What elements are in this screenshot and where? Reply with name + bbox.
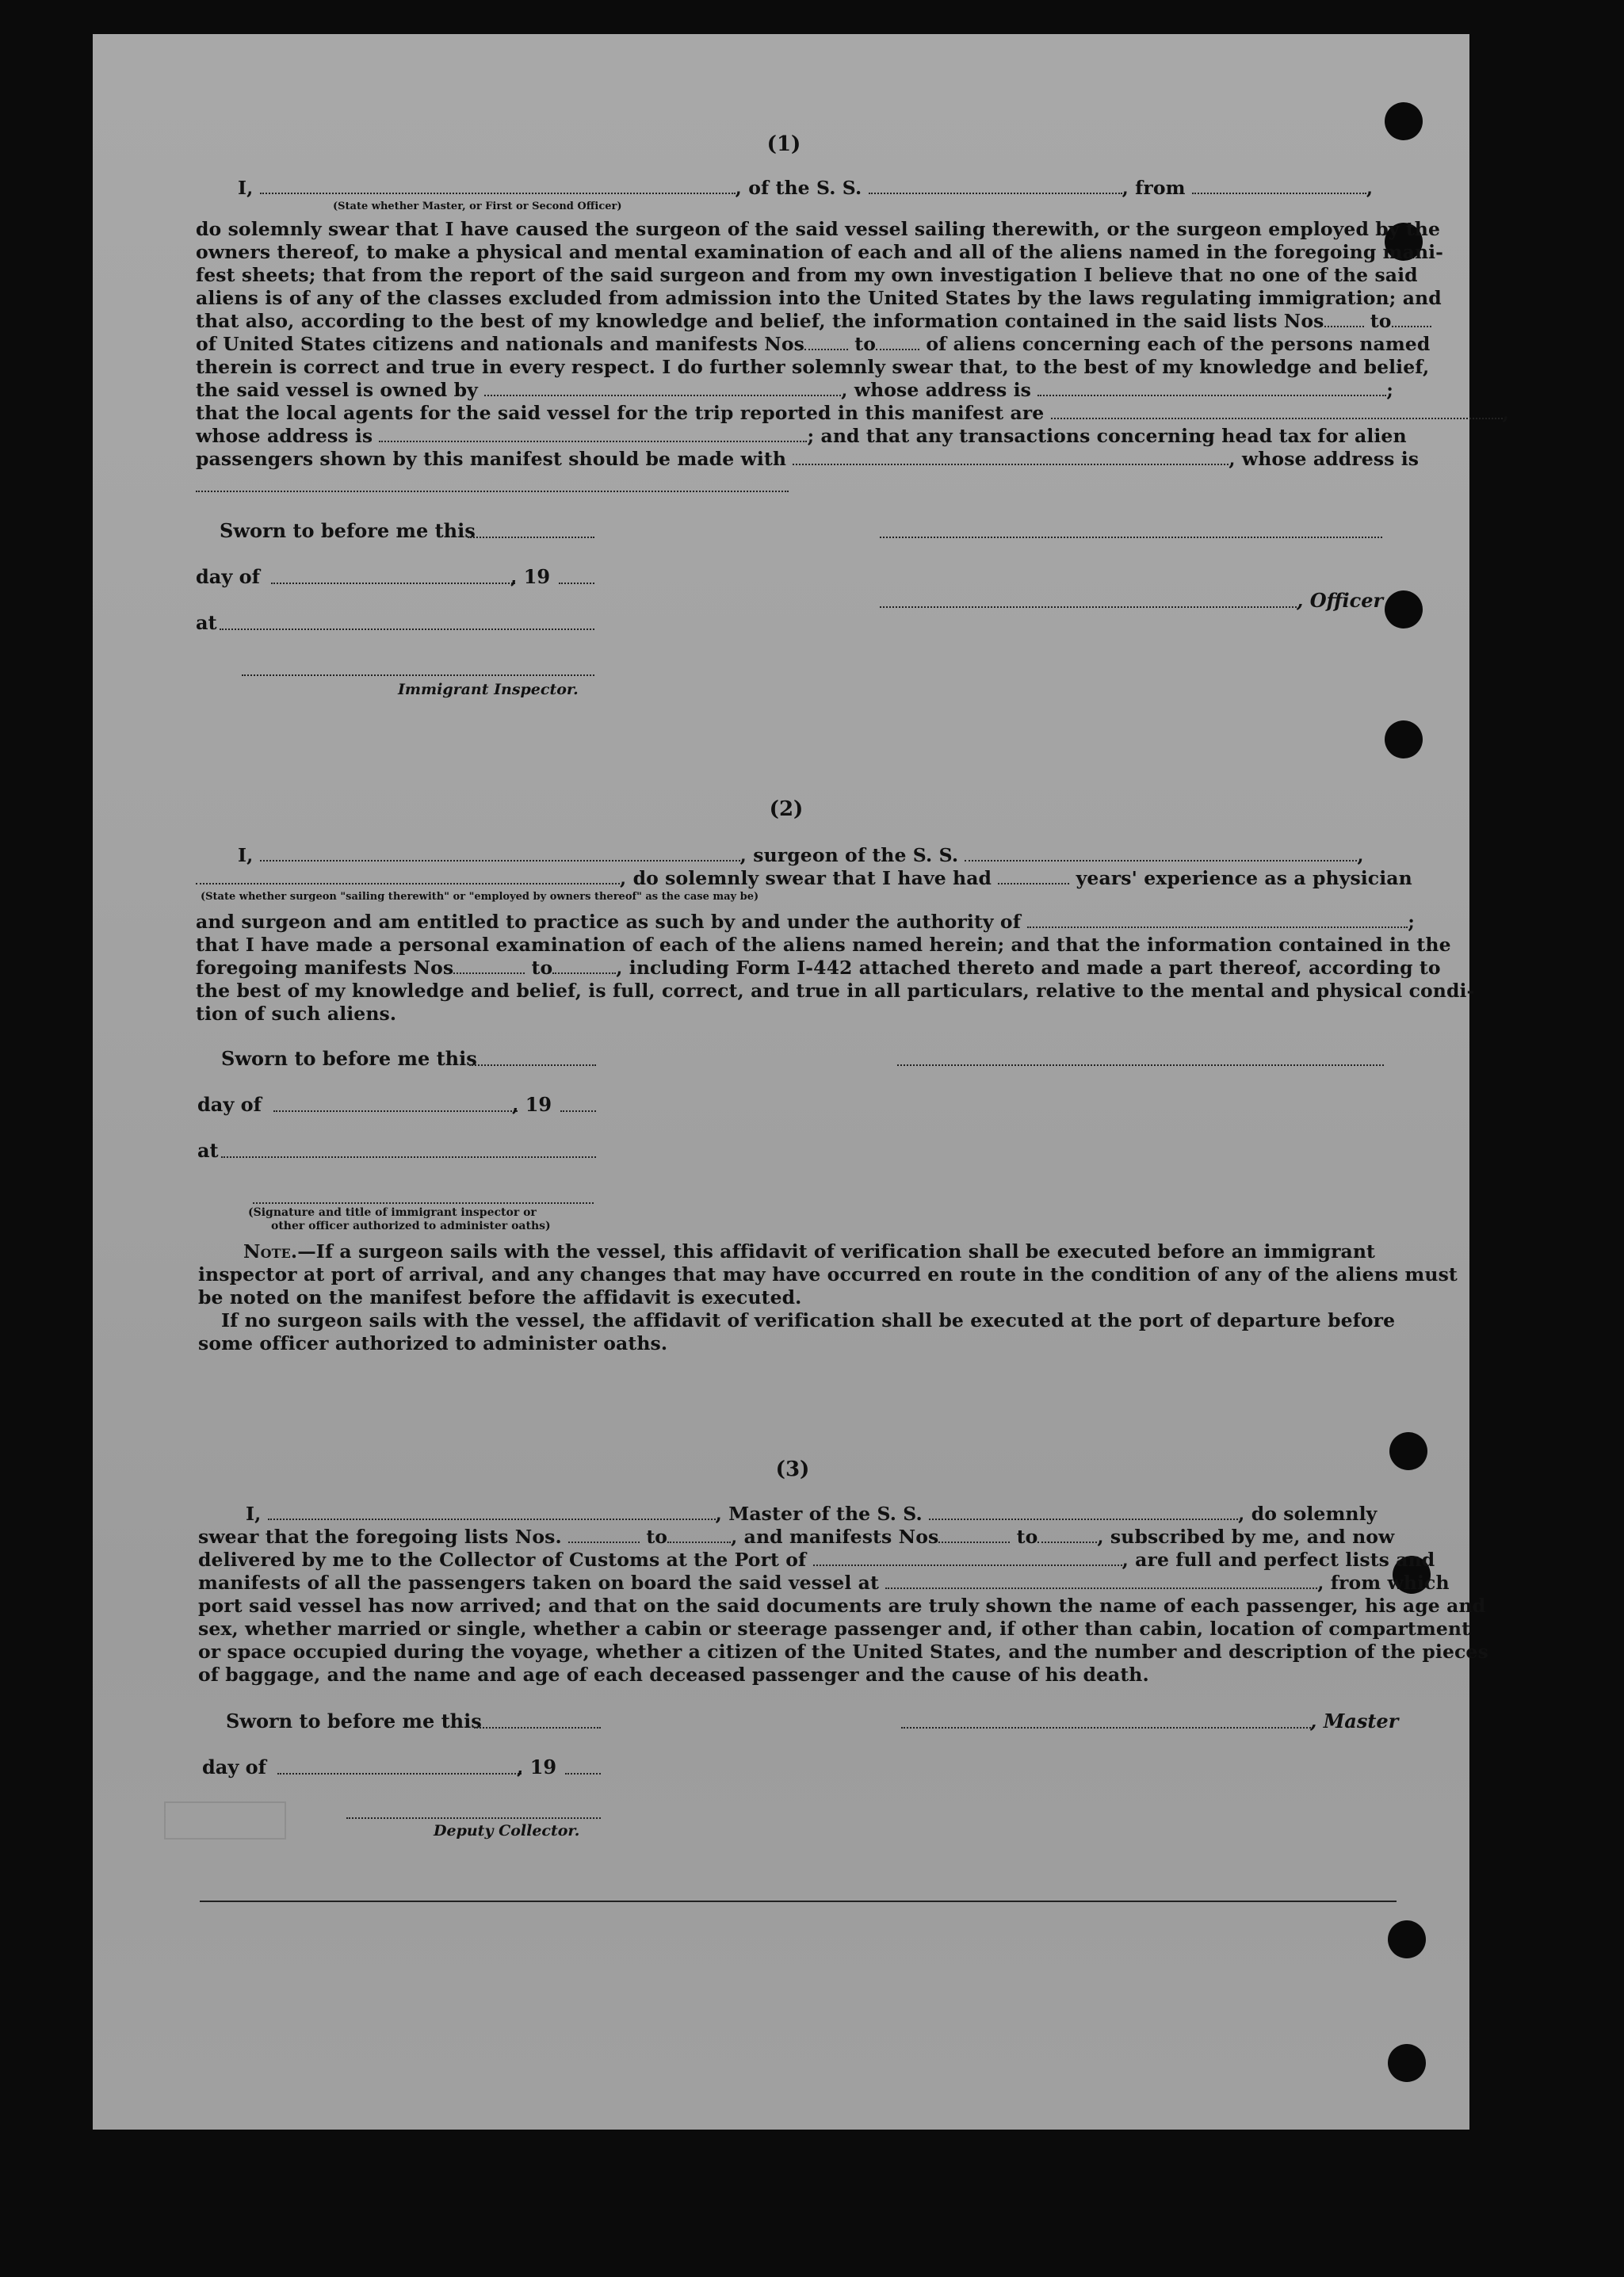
blank-deputy-signature (346, 1816, 601, 1819)
text: that also, according to the best of my knowledge and belief, the information contained in the said lists Nos (196, 310, 1324, 332)
section-2-line-7: tion of such aliens. (196, 1003, 397, 1025)
section-1-line-5: aliens is of any of the classes excluded from admission into the United States by the laws regulating immigration; and (196, 287, 1442, 309)
section-2-sig-caption-1: (Signature and title of immigrant inspector or (248, 1206, 537, 1219)
section-2-day-label: day of (197, 1093, 262, 1116)
text: of United States citizens and nationals and manifests Nos (196, 333, 804, 355)
blank-embarkation-port (885, 1573, 1317, 1589)
punch-hole (1385, 720, 1423, 758)
section-1-line-10: that the local agents for the said vessel for the trip reported in this manifest are , (196, 402, 1509, 424)
text: , including Form I-442 attached thereto and made a part thereof, according to (616, 957, 1441, 979)
section-3-line-5: port said vessel has now arrived; and that on the said documents are truly shown the name of each passenger, his age and (198, 1595, 1486, 1617)
note-label: Note. (243, 1240, 298, 1263)
blank-sworn-date (468, 535, 594, 538)
section-1-line-11 (196, 425, 1461, 448)
blank-ship-name (965, 846, 1357, 862)
section-2-caption: (State whether surgeon "sailing therewith" or "employed by owners thereof" as the case may be) (201, 891, 759, 903)
blank-vessel-owner (484, 380, 841, 396)
manifest-sheet (93, 34, 1509, 2130)
blank-manifest-from (453, 958, 525, 974)
section-3-line-4 (198, 1572, 1463, 1595)
blank-list-to (667, 1527, 731, 1543)
section-2-line-5 (196, 957, 1461, 980)
text: manifests of all the passengers taken on board the said vessel at (198, 1572, 879, 1594)
text: to (1016, 1526, 1038, 1548)
blank-inspector-signature (253, 1201, 594, 1204)
text: , Master of the S. S. (715, 1503, 923, 1525)
section-1-line-1: I, , of the S. S. , from , (238, 177, 1374, 199)
text: , are full and perfect lists and (1122, 1549, 1435, 1571)
section-1-day-label: day of (196, 565, 260, 588)
section-2-line-4: that I have made a personal examination of each of the aliens named herein; and that the information contained in the (196, 934, 1451, 956)
text: whose address is (196, 425, 373, 447)
blank-manifest-to (1037, 1527, 1097, 1543)
blank-year (559, 581, 594, 584)
blank-list-from (1324, 311, 1364, 327)
text: , from (1122, 177, 1186, 199)
blank-officer-signature (880, 535, 1382, 538)
blank-place (220, 627, 594, 630)
section-3-line-8: of baggage, and the name and age of each deceased passenger and the cause of his death. (198, 1664, 1149, 1686)
blank-departure-port (1192, 178, 1366, 194)
section-1-sworn-label: Sworn to before me this (220, 519, 476, 542)
section-3-line-7: or space occupied during the voyage, whether a citizen of the United States, and the number and description of the pieces (198, 1641, 1488, 1663)
blank-head-tax-party (793, 449, 1229, 465)
blank-officer-name (880, 605, 1297, 608)
text: and surgeon and am entitled to practice as such by and under the authority of (196, 911, 1021, 933)
text: to (646, 1526, 668, 1548)
section-2-note-line-4: If no surgeon sails with the vessel, the affidavit of verification shall be executed at the port of departure before (221, 1309, 1396, 1331)
blank-agent-address (379, 426, 807, 442)
section-1-year-label: , 19 (510, 565, 551, 588)
text: to (854, 333, 877, 355)
punch-hole (1388, 1920, 1426, 1958)
text: , do solemnly swear that I have had (620, 867, 992, 889)
text: I, (238, 177, 254, 199)
bottom-rule (200, 1901, 1397, 1902)
text: to (531, 957, 553, 979)
section-3-line-2 (198, 1526, 1463, 1549)
officer-label: , Officer (1297, 589, 1384, 612)
master-label: , Master (1310, 1710, 1399, 1733)
text: —If a surgeon sails with the vessel, this affidavit of verification shall be executed before an immigrant (297, 1240, 1376, 1263)
blank-port (813, 1550, 1122, 1566)
section-1-caption: (State whether Master, or First or Second Officer) (333, 201, 622, 212)
punch-hole (1385, 102, 1423, 140)
text: to (1370, 310, 1392, 332)
text: , surgeon of the S. S. (739, 844, 959, 866)
text: , whose address is (1229, 448, 1420, 470)
punch-hole (1388, 2044, 1426, 2082)
blank-surgeon-status (196, 869, 620, 884)
section-1-line-2: do solemnly swear that I have caused the surgeon of the said vessel sailing therewith, or the surgeon employed by the (196, 218, 1441, 240)
blank-authority (1027, 912, 1408, 928)
blank-day-month (277, 1771, 522, 1775)
blank-place (221, 1155, 596, 1158)
immigrant-inspector-label: Immigrant Inspector. (398, 681, 579, 698)
blank-year (565, 1771, 601, 1775)
text: foregoing manifests Nos (196, 957, 454, 979)
blank-list-to (1392, 311, 1431, 327)
blank-master-signature (901, 1725, 1313, 1729)
section-2-note-line-5: some officer authorized to administer oaths. (198, 1332, 668, 1354)
section-2-sig-caption-2: other officer authorized to administer oaths) (271, 1220, 551, 1232)
section-1-line-4: fest sheets; that from the report of the said surgeon and from my own investigation I believe that no one of the said (196, 264, 1418, 286)
section-1-at-label: at (196, 611, 217, 634)
text: I, (238, 844, 254, 866)
text: swear that the foregoing lists Nos. (198, 1526, 562, 1548)
section-1-line-3: owners thereof, to make a physical and mental examination of each and all of the aliens named in the foregoing mani- (196, 241, 1444, 263)
section-2-line-2 (196, 867, 1461, 890)
section-2-line-1: I, , surgeon of the S. S. , (238, 844, 1364, 866)
section-2-number: (2) (769, 797, 804, 821)
blank-inspector-signature (242, 673, 594, 676)
section-3-number: (3) (775, 1458, 810, 1481)
blank-list-from (568, 1527, 640, 1543)
text: , and manifests Nos (731, 1526, 939, 1548)
blank-sworn-date (474, 1725, 601, 1729)
section-2-note-line-1 (243, 1240, 1461, 1263)
section-2-note-line-3: be noted on the manifest before the affidavit is executed. (198, 1286, 802, 1309)
section-2-line-3: and surgeon and am entitled to practice as such by and under the authority of ; (196, 911, 1415, 933)
blank-ship-name (869, 178, 1122, 194)
blank-day-month (273, 1109, 518, 1112)
text: , from which (1317, 1572, 1450, 1594)
section-3-line-3 (198, 1549, 1463, 1572)
section-3-year-label: , 19 (517, 1756, 557, 1778)
section-2-line-6: the best of my knowledge and belief, is full, correct, and true in all particulars, relative to the mental and physical condi- (196, 980, 1475, 1002)
section-3-line-6: sex, whether married or single, whether a cabin or steerage passenger and, if other than cabin, location of compartment (198, 1618, 1471, 1640)
blank-surgeon-signature (897, 1063, 1384, 1066)
text: , whose address is (841, 379, 1031, 401)
text: , do solemnly (1238, 1503, 1378, 1525)
deputy-collector-label: Deputy Collector. (434, 1822, 580, 1840)
punch-hole (1389, 1432, 1427, 1470)
section-1-line-7 (196, 333, 1461, 356)
section-1-line-12 (196, 448, 1461, 471)
faint-stamp-mark (164, 1801, 286, 1840)
blank-master-name (268, 1504, 716, 1520)
blank-local-agents (1051, 403, 1503, 419)
text: the said vessel is owned by (196, 379, 478, 401)
blank-day-month (271, 581, 515, 584)
text: I, (246, 1503, 262, 1525)
blank-manifest-from (804, 334, 848, 350)
text: , of the S. S. (735, 177, 862, 199)
blank-year (560, 1109, 596, 1112)
section-1-number: (1) (766, 132, 801, 156)
blank-ship-name (929, 1504, 1238, 1520)
section-2-note-line-2: inspector at port of arrival, and any changes that may have occurred en route in the condition of any of the aliens must (198, 1263, 1458, 1286)
blank-years-experience (998, 869, 1069, 884)
text: ; and that any transactions concerning head tax for alien (807, 425, 1407, 447)
text: , subscribed by me, and now (1097, 1526, 1395, 1548)
section-2-year-label: , 19 (512, 1093, 552, 1116)
blank-head-tax-address (196, 489, 789, 492)
section-3-line-1 (246, 1503, 1466, 1526)
blank-manifest-from (938, 1527, 1010, 1543)
text: years' experience as a physician (1076, 867, 1412, 889)
blank-manifest-to (552, 958, 616, 974)
text: passengers shown by this manifest should be made with (196, 448, 787, 470)
section-3-sworn-label: Sworn to before me this (226, 1710, 482, 1733)
text: delivered by me to the Collector of Customs at the Port of (198, 1549, 807, 1571)
text: of aliens concerning each of the persons named (926, 333, 1431, 355)
section-3-day-label: day of (202, 1756, 266, 1778)
blank-owner-address (1037, 380, 1386, 396)
section-1-line-8: therein is correct and true in every respect. I do further solemnly swear that, to the best of my knowledge and belief, (196, 356, 1430, 378)
punch-hole (1385, 590, 1423, 628)
section-1-line-6 (196, 310, 1461, 333)
section-1-line-9: the said vessel is owned by , whose address is ; (196, 379, 1394, 401)
section-2-sworn-label: Sworn to before me this (221, 1047, 477, 1070)
blank-officer-title (260, 178, 736, 194)
blank-manifest-to (876, 334, 919, 350)
section-2-at-label: at (197, 1139, 219, 1162)
blank-sworn-date (469, 1063, 596, 1066)
blank-surgeon-name (260, 846, 740, 862)
text: that the local agents for the said vessel for the trip reported in this manifest are (196, 402, 1045, 424)
